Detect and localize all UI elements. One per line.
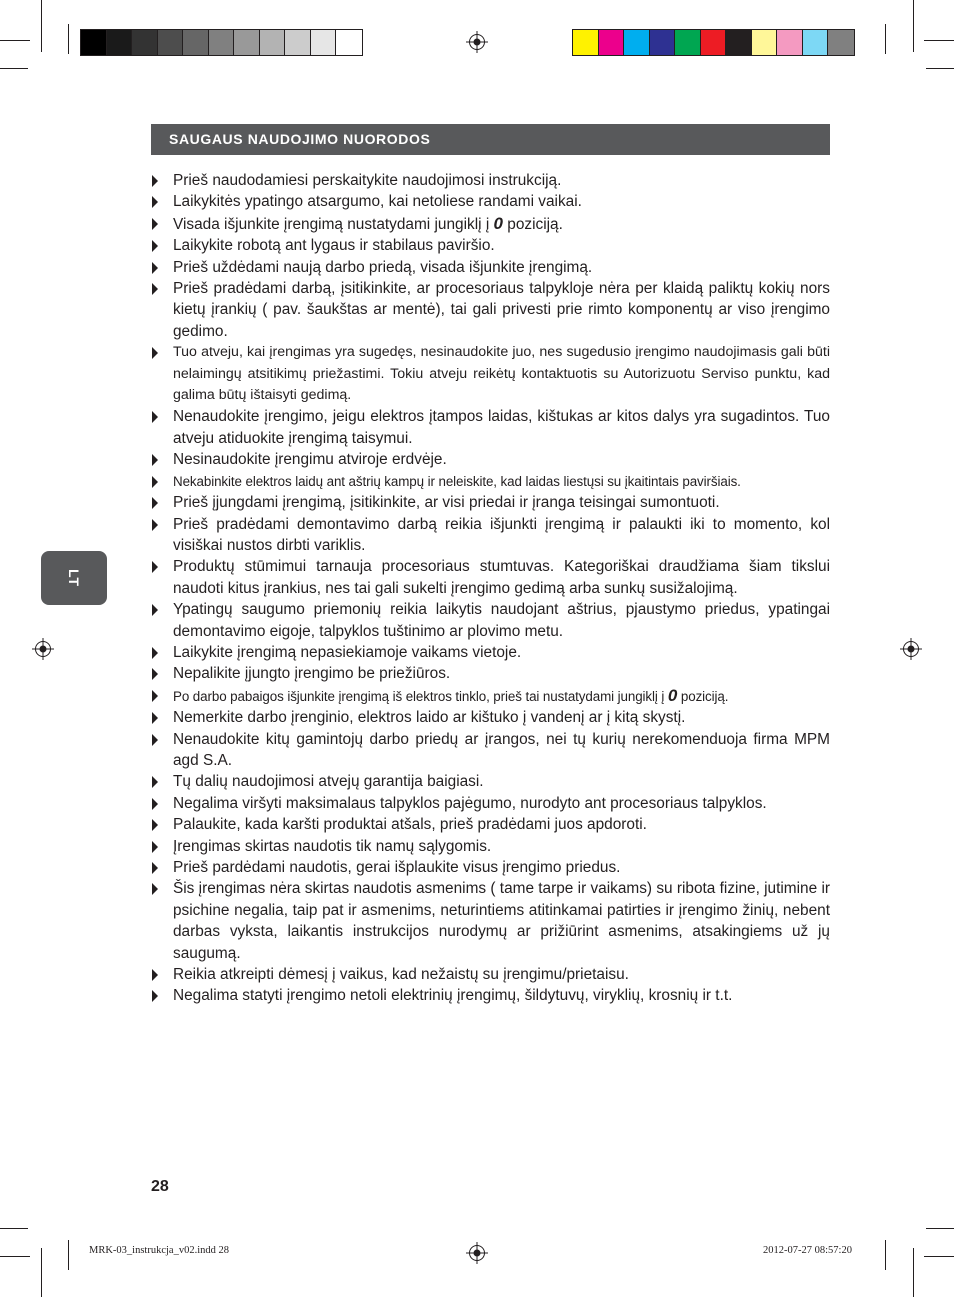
list-item-text: Negalima viršyti maksimalaus talpyklos pajėgumo, nurodyto ant procesoriaus talpyklos. <box>173 794 767 812</box>
list-item-text: Nesinaudokite įrengimu atviroje erdvėje. <box>173 451 447 469</box>
list-item <box>151 663 830 684</box>
bullet-icon <box>152 798 158 810</box>
list-item-text: Po darbo pabaigos išjunkite įrengimą iš elektros tinklo, prieš tai nustatydami jungiklį į <box>173 688 668 704</box>
crop-mark <box>885 1240 886 1270</box>
switch-zero-icon: 0 <box>667 685 678 705</box>
list-item <box>151 406 830 449</box>
bullet-icon <box>152 604 158 616</box>
bullet-icon <box>152 712 158 724</box>
page-number: 28 <box>151 1178 169 1195</box>
list-item <box>151 793 830 814</box>
registration-mark-icon <box>466 1242 488 1264</box>
bullet-icon <box>152 175 158 187</box>
list-item-text: Nenaudokite kitų gamintojų darbo priedų ar įrangos, nei tų kurių nerekomenduoja firma MPM agd S.A. <box>173 730 830 769</box>
list-item <box>151 449 830 470</box>
bullet-icon <box>152 561 158 573</box>
bullet-icon <box>152 776 158 788</box>
bullet-icon <box>152 734 158 746</box>
list-item-text: Nemerkite darbo įrenginio, elektros laido ar kištuko į vandenį ar į kitą skystį. <box>173 709 686 727</box>
color-swatch <box>260 30 286 55</box>
bullet-icon <box>152 647 158 659</box>
color-swatch <box>158 30 184 55</box>
bullet-icon <box>152 668 158 680</box>
crop-mark <box>913 1248 914 1297</box>
list-item-text: Tuo atveju, kai įrengimas yra sugedęs, nesinaudokite juo, nes sugedusio įrengimo naudojimasis gali būti nelaimingų atsitikimų priežastimi. Tokiu atveju reikėtų kontaktuotis su Autorizuotu Serviso punktu, kad galima būtų ištaisyti gedimą. <box>173 344 830 404</box>
language-tab-label: LT <box>66 568 82 588</box>
list-item <box>151 235 830 256</box>
list-item <box>151 556 830 599</box>
list-item <box>151 685 830 707</box>
color-swatch <box>234 30 260 55</box>
crop-mark <box>926 68 954 69</box>
list-item <box>151 814 830 835</box>
list-item-text: Produktų stūmimui tarnauja procesoriaus stumtuvas. Kategoriškai draudžiama šiam tikslui naudoti kitus įrankius, nes tai gali sukelti įrengimo gedimą arba sunkų susižalojimą. <box>173 558 830 597</box>
color-swatch <box>701 30 727 55</box>
color-swatch <box>777 30 803 55</box>
list-item-text: Prieš pradėdami demontavimo darbą reikia išjunkti įrengimą ir palaukti iki to momento, kol visiškai nustos dirbti variklis. <box>173 515 830 554</box>
crop-mark <box>41 1248 42 1297</box>
color-swatch <box>336 30 362 55</box>
list-item-text: Palaukite, kada karšti produktai atšals, prieš pradėdami juos apdoroti. <box>173 816 647 834</box>
list-item-text: Visada išjunkite įrengimą nustatydami jungiklį į <box>173 215 494 233</box>
list-item-text: Prieš uždėdami naują darbo priedą, visada išjunkite įrengimą. <box>173 258 593 276</box>
color-swatch <box>803 30 829 55</box>
list-item <box>151 599 830 642</box>
list-item-text: Nenaudokite įrengimo, jeigu elektros įtampos laidas, kištukas ar kitos dalys yra sugadintos. Tuo atveju atiduokite įrengimą taisymui. <box>173 408 830 447</box>
color-swatch <box>209 30 235 55</box>
crop-mark <box>913 0 914 52</box>
bullet-icon <box>152 519 158 531</box>
list-item-text: Prieš įjungdami įrengimą, įsitikinkite, ar visi priedai ir įranga teisingai sumontuoti. <box>173 494 720 512</box>
color-swatch <box>675 30 701 55</box>
registration-mark-icon <box>466 31 488 53</box>
bullet-icon <box>152 411 158 423</box>
list-item-text: poziciją. <box>677 688 729 704</box>
crop-mark <box>68 24 69 54</box>
list-item-text: Nekabinkite elektros laidų ant aštrių kampų ir neleiskite, kad laidas liestųsi su įkaitintais paviršiais. <box>173 473 741 489</box>
crop-mark <box>0 40 30 41</box>
list-item <box>151 729 830 772</box>
color-swatch <box>624 30 650 55</box>
bullet-icon <box>152 283 158 295</box>
list-item <box>151 878 830 964</box>
list-item <box>151 857 830 878</box>
bullet-icon <box>152 990 158 1002</box>
list-item <box>151 471 830 492</box>
list-item-text: Laikykite robotą ant lygaus ir stabilaus paviršio. <box>173 237 495 255</box>
list-item <box>151 213 830 235</box>
list-item <box>151 836 830 857</box>
list-item-text: Tų dalių naudojimosi atvejų garantija baigiasi. <box>173 773 484 791</box>
list-item-text: Prieš pradėdami darbą, įsitikinkite, ar procesoriaus talpykloje nėra per klaidą paliktų kokių nors kietų įrankių ( pav. šaukštas ar mentė), tai gali privesti prie rimto komponentų ar viso įrengimo gedimo. <box>173 280 830 340</box>
list-item-text: Laikykitės ypatingo atsargumo, kai netoliese randami vaikai. <box>173 193 582 211</box>
bullet-icon <box>152 240 158 252</box>
bullet-icon <box>152 862 158 874</box>
crop-mark <box>0 1228 28 1229</box>
crop-mark <box>68 1240 69 1270</box>
crop-mark <box>0 68 28 69</box>
list-item <box>151 278 830 342</box>
color-swatch <box>650 30 676 55</box>
crop-mark <box>924 40 954 41</box>
list-item <box>151 985 830 1006</box>
list-item <box>151 170 830 191</box>
color-swatch <box>752 30 778 55</box>
bullet-icon <box>152 819 158 831</box>
color-swatch <box>726 30 752 55</box>
list-item <box>151 707 830 728</box>
switch-zero-icon: 0 <box>493 213 503 233</box>
grayscale-color-bar <box>80 29 363 56</box>
bullet-icon <box>152 497 158 509</box>
list-item <box>151 964 830 985</box>
list-item-text: Nepalikite įjungto įrengimo be priežiūros. <box>173 665 451 683</box>
footer-filename: MRK-03_instrukcja_v02.indd 28 <box>89 1245 229 1256</box>
bullet-icon <box>152 196 158 208</box>
bullet-icon <box>152 454 158 466</box>
color-swatch <box>183 30 209 55</box>
bullet-icon <box>152 347 158 359</box>
registration-mark-icon <box>32 638 54 660</box>
registration-mark-icon <box>900 638 922 660</box>
color-swatch <box>573 30 599 55</box>
process-color-bar <box>572 29 855 56</box>
bullet-icon <box>152 218 158 230</box>
bullet-icon <box>152 969 158 981</box>
crop-mark <box>0 1256 30 1257</box>
bullet-icon <box>152 262 158 274</box>
crop-mark <box>926 1228 954 1229</box>
bullet-icon <box>152 883 158 895</box>
list-item <box>151 342 830 406</box>
bullet-icon <box>152 690 158 702</box>
color-swatch <box>107 30 133 55</box>
list-item-text: Prieš pardėdami naudotis, gerai išplaukite visus įrengimo priedus. <box>173 859 621 876</box>
list-item <box>151 642 830 663</box>
color-swatch <box>132 30 158 55</box>
color-swatch <box>285 30 311 55</box>
list-item <box>151 514 830 557</box>
safety-instructions-list <box>151 170 830 1007</box>
color-swatch <box>81 30 107 55</box>
color-swatch <box>311 30 337 55</box>
list-item-text: Negalima statyti įrengimo netoli elektrinių įrengimų, šildytuvų, viryklių, krosnių ir t.t. <box>173 987 733 1005</box>
color-swatch <box>828 30 854 55</box>
list-item-text: Prieš naudodamiesi perskaitykite naudojimosi instrukciją. <box>173 172 562 189</box>
list-item-text: Šis įrengimas nėra skirtas naudotis asmenims ( tame tarpe ir vaikams) su ribota fizine, jutimine ir psichine negalia, taip pat ir asmenims, neturintiems atitinkamai patirties ir įrengimo žinių, nebent darbas vyksta, laikantis instrukcijos nurodymų ar prižiūrint asmenims, atsakingiems už jų saugumą. <box>173 880 830 962</box>
crop-mark <box>924 1256 954 1257</box>
list-item-text: Reikia atkreipti dėmesį į vaikus, kad nežaistų su įrengimu/prietaisu. <box>173 966 629 984</box>
list-item-text: Laikykite įrengimą nepasiekiamoje vaikams vietoje. <box>173 643 522 661</box>
language-tab <box>41 551 107 605</box>
section-title: SAUGAUS NAUDOJIMO NUORODOS <box>151 124 830 155</box>
crop-mark <box>885 24 886 54</box>
list-item <box>151 771 830 792</box>
footer-timestamp: 2012-07-27 08:57:20 <box>763 1245 852 1256</box>
crop-mark <box>41 0 42 52</box>
color-swatch <box>599 30 625 55</box>
bullet-icon <box>152 476 158 488</box>
list-item <box>151 191 830 212</box>
bullet-icon <box>152 841 158 853</box>
list-item-text: Įrengimas skirtas naudotis tik namų sąlygomis. <box>173 837 492 855</box>
list-item <box>151 492 830 513</box>
list-item-text: poziciją. <box>502 215 563 233</box>
list-item-text: Ypatingų saugumo priemonių reikia laikytis naudojant aštrius, pjaustymo priedus, ypatingai demontavimo eigoje, talpyklos tuštinimo ar plovimo metu. <box>173 601 830 640</box>
list-item <box>151 257 830 278</box>
